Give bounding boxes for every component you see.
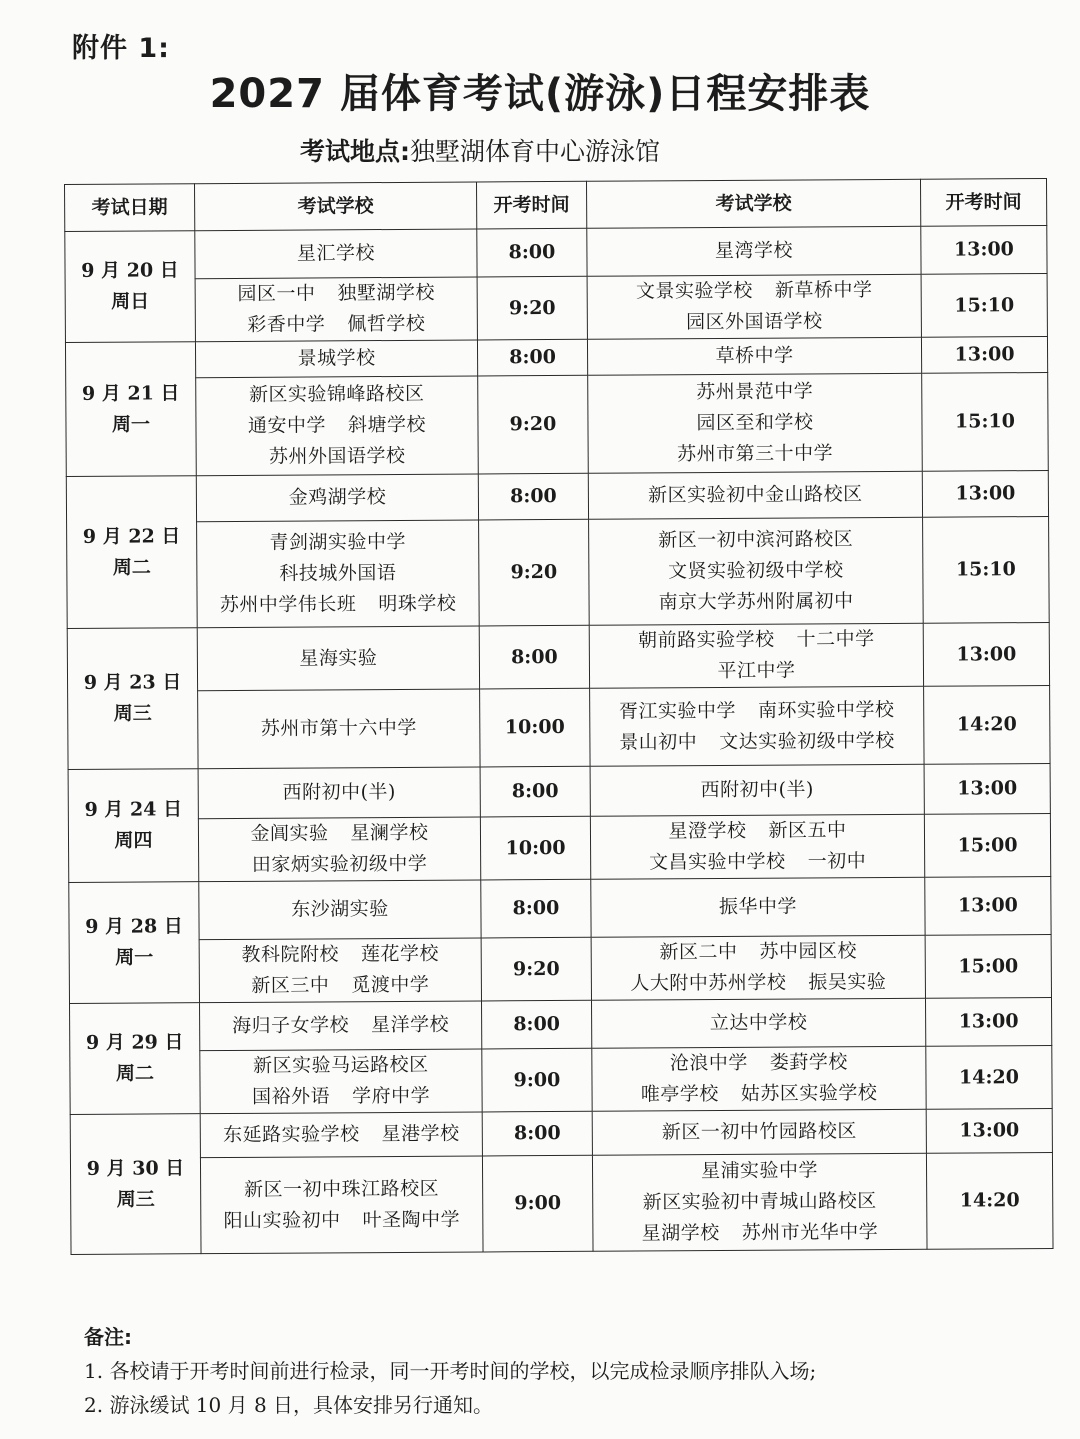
start-time-cell: 9:20	[478, 375, 589, 474]
school-name: 星港学校	[381, 1122, 460, 1146]
school-line	[597, 1116, 922, 1149]
school-line	[204, 1080, 477, 1113]
school-name: 文昌实验中学校	[649, 850, 786, 874]
exam-date-cell	[69, 882, 200, 1004]
exam-date: 9 月 28 日	[85, 915, 183, 938]
school-name: 新区一初中竹园路校区	[661, 1120, 857, 1144]
school-name: 阳山实验初中	[223, 1208, 341, 1232]
school-name: 明珠学校	[378, 592, 457, 616]
exam-date-cell	[68, 769, 199, 883]
school-cell	[590, 764, 924, 816]
start-time-cell: 9:20	[477, 276, 587, 340]
school-line	[592, 275, 917, 308]
exam-date-cell	[65, 231, 196, 343]
school-line	[593, 524, 918, 557]
school-line	[203, 848, 476, 881]
school-cell	[196, 376, 479, 476]
school-name: 彩香中学	[247, 313, 326, 336]
exam-weekday: 周二	[115, 1062, 155, 1085]
school-name: 星浦实验中学	[700, 1159, 819, 1183]
school-name: 文景实验学校	[635, 279, 753, 303]
school-name: 南京大学苏州附属初中	[658, 590, 854, 614]
school-name: 科技城外国语	[279, 561, 397, 585]
start-time-cell: 15:00	[924, 813, 1050, 877]
start-time-cell: 15:00	[925, 934, 1051, 998]
school-name: 佩哲学校	[347, 312, 426, 336]
start-time-cell: 13:00	[924, 763, 1050, 814]
note-item: 1. 各校请于开考时间前进行检录，同一开考时间的学校，以完成检录顺序排队入场;	[84, 1359, 817, 1383]
school-line	[202, 712, 475, 745]
school-cell	[588, 373, 923, 473]
school-line	[204, 1009, 477, 1042]
table-row	[70, 1152, 1053, 1254]
school-line	[594, 725, 919, 758]
school-line	[201, 441, 474, 474]
school-name: 苏州中学伟长班	[219, 593, 357, 617]
header-start-time: 开考时间	[920, 178, 1046, 226]
start-time-cell: 13:00	[925, 997, 1051, 1046]
school-name: 人大附中苏州学校	[630, 971, 787, 995]
school-line	[592, 407, 917, 440]
start-time-cell: 8:00	[482, 1111, 592, 1156]
school-name: 新草桥中学	[774, 279, 873, 302]
school-cell	[200, 1049, 482, 1114]
school-name: 园区外国语学校	[686, 310, 823, 334]
note-item: 2. 游泳缓试 10 月 8 日，具体安排另行通知。	[84, 1393, 494, 1417]
school-line	[597, 1217, 922, 1250]
school-line	[592, 340, 917, 373]
school-line	[597, 1186, 922, 1219]
school-name: 娄葑学校	[769, 1051, 848, 1074]
school-line	[596, 1047, 921, 1080]
table-row	[67, 622, 1049, 691]
table-row	[65, 336, 1047, 378]
school-cell	[587, 274, 921, 339]
school-line	[591, 235, 916, 268]
school-name: 星湾学校	[714, 239, 793, 263]
table-row	[66, 372, 1049, 476]
school-line	[201, 558, 474, 591]
school-line	[203, 817, 476, 850]
start-time-cell: 9:20	[479, 519, 590, 626]
school-name: 园区至和学校	[696, 411, 814, 435]
notes-title: 备注:	[84, 1325, 132, 1349]
school-cell	[592, 1153, 927, 1251]
school-line	[201, 482, 474, 515]
school-name: 莲花学校	[360, 942, 440, 966]
school-cell	[592, 1046, 926, 1111]
school-name: 胥江实验中学	[618, 699, 737, 723]
venue-value: 独墅湖体育中心游泳馆	[410, 137, 661, 166]
school-line	[205, 1118, 478, 1151]
school-cell	[195, 277, 477, 342]
exam-date-cell	[67, 628, 198, 770]
school-line	[205, 1173, 478, 1206]
school-cell	[590, 686, 924, 766]
start-time-cell: 13:00	[921, 225, 1047, 274]
school-cell	[589, 623, 923, 688]
school-name: 新区二中	[659, 940, 738, 964]
school-line	[596, 1078, 921, 1111]
exam-date: 9 月 20 日	[81, 259, 179, 282]
school-name: 苏州外国语学校	[268, 444, 406, 468]
exam-weekday: 周一	[115, 946, 154, 969]
school-name: 国裕外语	[251, 1085, 331, 1108]
school-cell	[196, 474, 478, 522]
exam-date: 9 月 30 日	[86, 1156, 185, 1180]
school-cell	[589, 517, 924, 625]
exam-weekday: 周四	[114, 829, 153, 852]
school-name: 田家炳实验初级中学	[251, 852, 428, 876]
exam-weekday: 周三	[116, 1187, 155, 1211]
school-name: 青剑湖实验中学	[269, 530, 407, 554]
start-time-cell: 9:00	[482, 1155, 593, 1252]
start-time-cell: 13:00	[922, 470, 1048, 517]
school-name: 学府中学	[352, 1084, 431, 1108]
school-name: 平江中学	[717, 659, 796, 683]
school-cell	[590, 814, 924, 879]
school-cell	[588, 471, 922, 519]
start-time-cell: 10:00	[480, 816, 590, 880]
school-line	[203, 776, 476, 809]
school-name: 振吴实验	[808, 970, 887, 994]
venue-label: 考试地点:	[300, 137, 410, 166]
table-row	[69, 876, 1051, 940]
school-name: 东沙湖实验	[291, 898, 389, 921]
school-name: 新区一初中珠江路校区	[244, 1177, 440, 1201]
exam-date: 9 月 22 日	[82, 524, 181, 548]
school-name: 唯亭学校	[640, 1083, 719, 1106]
notes-section	[84, 1320, 816, 1422]
school-line	[200, 343, 473, 376]
school-line	[592, 376, 917, 409]
school-line	[596, 1007, 921, 1040]
school-name: 朝前路实验学校	[637, 628, 775, 652]
school-name: 星澜学校	[350, 821, 429, 845]
school-line	[201, 589, 474, 622]
school-line	[593, 479, 918, 512]
school-line	[593, 438, 918, 471]
exam-date-cell	[66, 476, 197, 629]
start-time-cell: 8:00	[481, 1000, 591, 1049]
school-cell	[197, 626, 479, 691]
school-name: 教科院附校	[241, 943, 340, 966]
exam-weekday: 周日	[111, 290, 150, 313]
header-start-time: 开考时间	[476, 181, 586, 229]
school-name: 沧浪中学	[669, 1051, 748, 1075]
school-line	[596, 936, 921, 969]
table-row	[65, 225, 1047, 279]
school-cell	[199, 938, 481, 1003]
start-time-cell: 8:00	[479, 625, 589, 689]
school-line	[593, 586, 918, 619]
table-row	[70, 1108, 1052, 1158]
school-line	[204, 938, 477, 971]
school-cell	[591, 935, 925, 1000]
school-name: 苏州景范中学	[696, 380, 814, 404]
school-line	[204, 1049, 477, 1082]
school-name: 觅渡中学	[351, 973, 430, 997]
start-time-cell: 8:00	[478, 473, 588, 520]
table-row	[67, 516, 1050, 628]
school-name: 星海实验	[299, 646, 378, 670]
table-row	[66, 470, 1048, 522]
school-name: 景山初中	[619, 730, 698, 754]
start-time-cell: 8:00	[481, 879, 591, 938]
start-time-cell: 10:00	[480, 688, 590, 767]
school-line	[594, 694, 919, 727]
school-line	[595, 815, 920, 848]
school-name: 振华中学	[718, 895, 797, 919]
schedule-body	[65, 225, 1053, 1254]
school-name: 草桥中学	[715, 344, 794, 368]
exam-weekday: 周二	[112, 555, 151, 579]
school-cell	[200, 1001, 482, 1051]
school-line	[199, 238, 472, 271]
start-time-cell: 15:10	[923, 516, 1050, 623]
school-line	[593, 555, 918, 588]
school-name: 叶圣陶中学	[362, 1208, 461, 1231]
school-line	[595, 891, 920, 924]
school-name: 十二中学	[796, 628, 875, 651]
exam-date: 9 月 23 日	[83, 671, 182, 694]
start-time-cell: 14:20	[926, 1045, 1052, 1109]
school-line	[202, 642, 475, 675]
school-line	[200, 309, 473, 342]
school-name: 立达中学校	[709, 1011, 808, 1035]
school-name: 星洋学校	[371, 1013, 450, 1037]
start-time-cell: 8:00	[477, 339, 587, 376]
school-name: 斜塘学校	[347, 413, 427, 437]
school-name: 一初中	[807, 850, 867, 873]
school-name: 苏州市第十六中学	[260, 716, 417, 740]
school-name: 金阊实验	[250, 822, 329, 845]
table-row	[68, 685, 1050, 769]
school-name: 星湖学校	[641, 1222, 720, 1245]
school-name: 海归子女学校	[232, 1014, 350, 1037]
school-name: 新区一初中滨河路校区	[658, 528, 854, 552]
start-time-cell: 13:00	[923, 622, 1049, 686]
school-cell	[198, 689, 480, 769]
school-name: 新区实验初中金山路校区	[648, 483, 863, 507]
exam-date-cell	[70, 1114, 201, 1255]
school-name: 通安中学	[247, 414, 327, 437]
school-line	[594, 655, 919, 688]
start-time-cell: 8:00	[477, 228, 587, 277]
school-name: 苏州市第三十中学	[677, 442, 834, 466]
schedule-table	[64, 178, 1054, 1255]
exam-date: 9 月 21 日	[81, 381, 180, 405]
table-row	[70, 997, 1052, 1051]
school-cell	[587, 226, 921, 276]
school-cell	[198, 817, 480, 882]
school-name: 新区实验初中青城山路校区	[642, 1190, 877, 1214]
school-line	[200, 379, 473, 412]
school-name: 新区五中	[768, 819, 847, 842]
school-name: 苏州市光华中学	[741, 1221, 879, 1244]
school-line	[200, 410, 473, 443]
school-cell	[591, 877, 925, 937]
exam-weekday: 周三	[113, 702, 152, 725]
school-name: 西附初中(半)	[282, 780, 396, 804]
start-time-cell: 13:00	[925, 876, 1051, 935]
school-cell	[200, 1112, 482, 1158]
school-cell	[195, 340, 477, 378]
school-cell	[195, 229, 477, 279]
table-row	[69, 934, 1051, 1003]
start-time-cell: 14:20	[924, 685, 1050, 764]
school-line	[204, 969, 477, 1002]
school-name: 独墅湖学校	[337, 281, 436, 305]
exam-date-cell	[65, 342, 196, 477]
table-row	[68, 813, 1050, 882]
table-header-row	[65, 178, 1047, 231]
school-cell	[197, 520, 480, 628]
start-time-cell: 14:20	[926, 1152, 1053, 1249]
school-name: 新区三中	[251, 974, 330, 997]
school-name: 星汇学校	[296, 242, 375, 265]
school-name: 姑苏区实验学校	[740, 1082, 878, 1105]
start-time-cell: 13:00	[921, 336, 1047, 373]
school-cell	[200, 1156, 483, 1254]
table-row	[70, 1045, 1052, 1114]
school-cell	[198, 767, 480, 819]
exam-date: 9 月 24 日	[84, 798, 183, 821]
header-exam-school: 考试学校	[586, 179, 920, 228]
school-name: 文贤实验初级中学校	[668, 559, 844, 583]
school-line	[200, 278, 473, 311]
exam-date-cell	[70, 1003, 201, 1115]
school-line	[595, 774, 920, 807]
school-line	[594, 624, 919, 657]
attachment-label: 附件 1:	[72, 33, 170, 64]
start-time-cell: 15:10	[922, 372, 1049, 471]
page-title: 2027 届体育考试(游泳)日程安排表	[209, 71, 871, 117]
school-name: 西附初中(半)	[700, 778, 814, 802]
school-cell	[591, 998, 925, 1048]
header-exam-school: 考试学校	[195, 182, 477, 231]
school-name: 新区实验锦峰路校区	[248, 382, 425, 406]
exam-venue	[300, 132, 660, 168]
start-time-cell: 8:00	[480, 766, 590, 817]
header-exam-date: 考试日期	[65, 184, 195, 232]
school-line	[592, 306, 917, 339]
school-name: 金鸡湖学校	[288, 486, 387, 509]
school-line	[203, 893, 476, 926]
school-line	[596, 967, 921, 1000]
school-cell	[587, 337, 921, 375]
start-time-cell: 13:00	[926, 1108, 1052, 1153]
table-row	[65, 273, 1047, 342]
school-line	[595, 846, 920, 879]
start-time-cell: 9:00	[482, 1048, 592, 1112]
start-time-cell: 9:20	[481, 937, 591, 1001]
school-name: 星澄学校	[668, 819, 747, 843]
school-name: 文达实验初级中学校	[719, 729, 895, 753]
school-line	[597, 1155, 922, 1188]
school-cell	[592, 1109, 926, 1155]
exam-date: 9 月 29 日	[85, 1031, 184, 1054]
school-cell	[199, 880, 481, 940]
school-line	[201, 527, 474, 560]
exam-weekday: 周一	[111, 412, 151, 436]
table-row	[68, 763, 1050, 819]
school-name: 南环实验中学校	[757, 698, 895, 722]
school-line	[205, 1204, 478, 1237]
start-time-cell: 15:10	[921, 273, 1047, 337]
school-name: 东延路实验学校	[222, 1123, 360, 1147]
school-name: 苏中园区校	[759, 940, 858, 963]
school-name: 新区实验马运路校区	[253, 1053, 429, 1077]
school-name: 园区一中	[237, 282, 316, 305]
school-name: 景城学校	[297, 347, 376, 370]
